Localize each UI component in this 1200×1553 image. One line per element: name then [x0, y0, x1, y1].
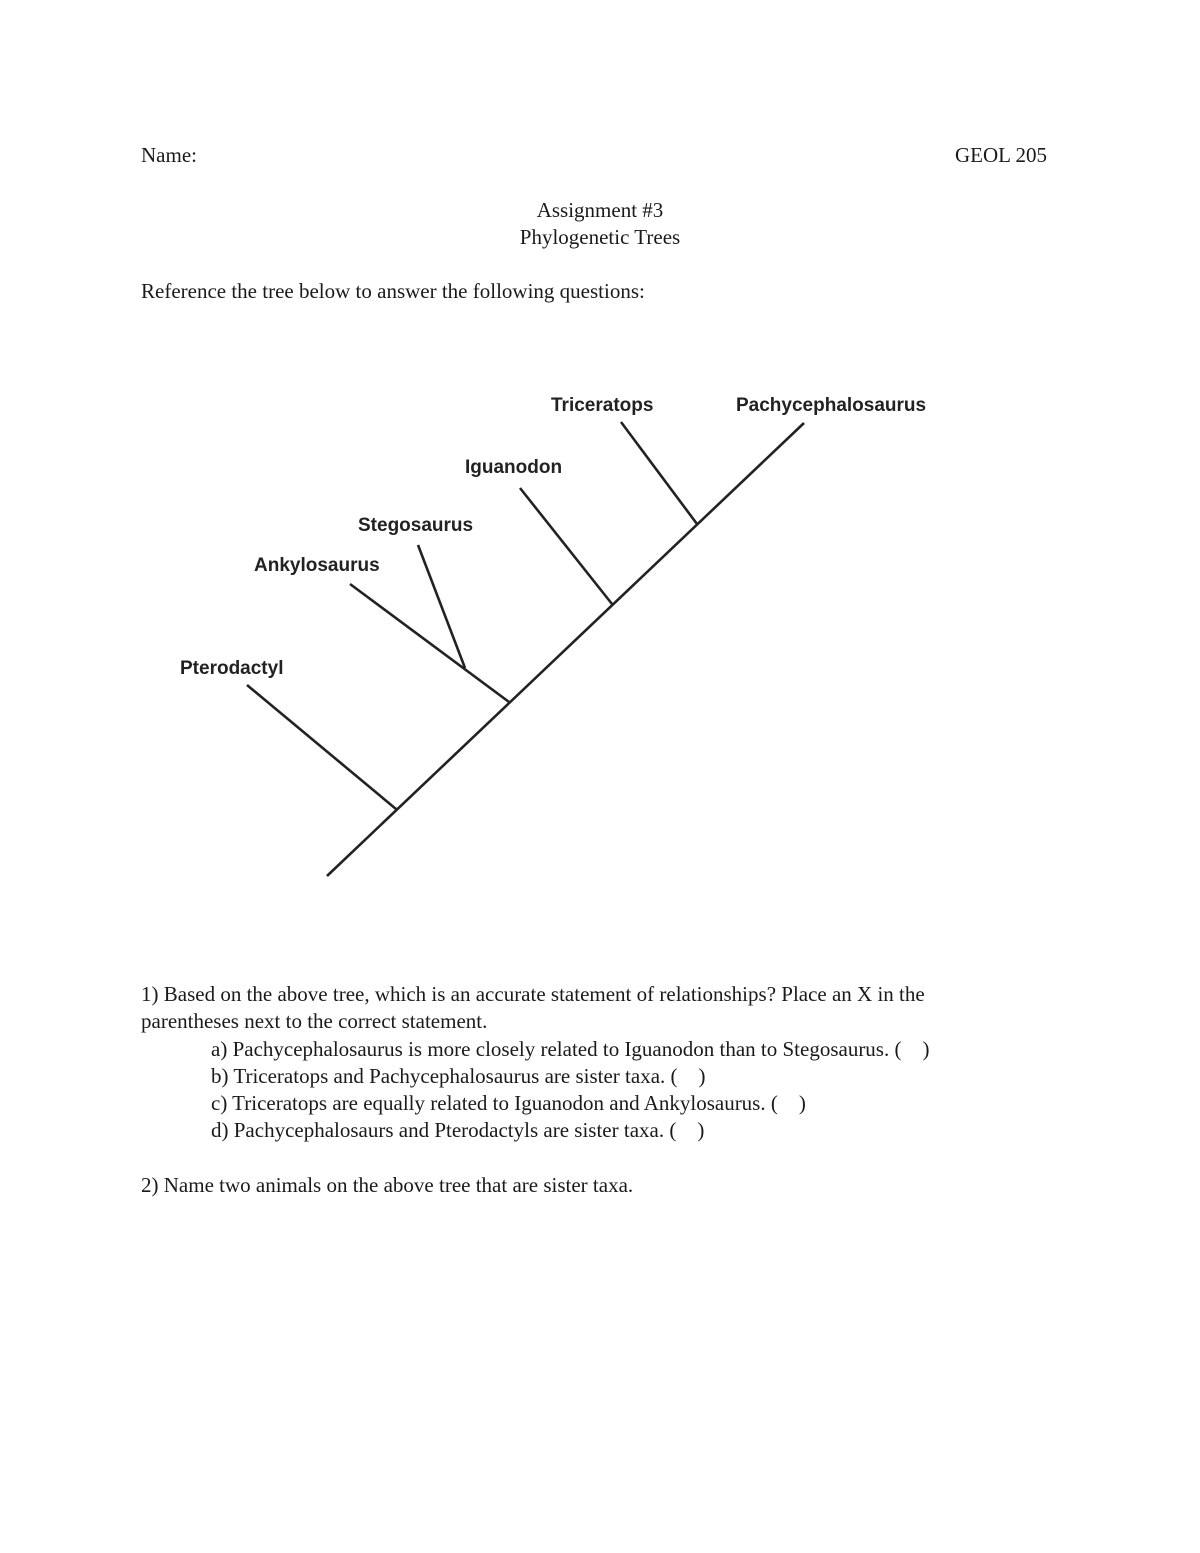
option-a[interactable]: a) Pachycephalosaurus is more closely related to Iguanodon than to Stegosaurus. ( ): [211, 1037, 930, 1061]
course-code: GEOL 205: [955, 143, 1047, 167]
question-1: [141, 981, 925, 1035]
branch-ankylosaurus: [350, 584, 509, 702]
assignment-title: [0, 197, 1200, 251]
branch-pterodactyl: [247, 685, 396, 809]
assignment-topic: Phylogenetic Trees: [519, 225, 681, 249]
phylogenetic-tree: [0, 360, 1200, 920]
name-label: Name:: [141, 143, 197, 167]
taxon-label: Pachycephalosaurus: [736, 395, 927, 416]
branch-triceratops: [621, 422, 697, 524]
question-1-options: [211, 1036, 929, 1144]
taxon-label: Iguanodon: [465, 457, 563, 478]
option-b[interactable]: b) Triceratops and Pachycephalosaurus are sister taxa. ( ): [211, 1064, 706, 1088]
question-1-text-continued: parentheses next to the correct statement.: [141, 1009, 488, 1033]
option-d[interactable]: d) Pachycephalosaurs and Pterodactyls are sister taxa. ( ): [211, 1118, 705, 1142]
taxon-label: Stegosaurus: [358, 515, 474, 536]
branch-iguanodon: [520, 488, 612, 604]
instruction-text: Reference the tree below to answer the following questions:: [141, 279, 645, 303]
taxon-label: Triceratops: [551, 395, 654, 416]
taxon-label: Pterodactyl: [180, 658, 284, 679]
question-1-text: 1) Based on the above tree, which is an accurate statement of relationships? Place an X in the: [141, 982, 925, 1006]
taxon-label: Ankylosaurus: [254, 555, 380, 576]
option-c[interactable]: c) Triceratops are equally related to Iguanodon and Ankylosaurus. ( ): [211, 1091, 806, 1115]
assignment-number: Assignment #3: [536, 198, 664, 222]
tree-trunk: [327, 423, 804, 876]
branch-stegosaurus: [418, 545, 465, 668]
question-2: 2) Name two animals on the above tree that are sister taxa.: [141, 1173, 634, 1197]
